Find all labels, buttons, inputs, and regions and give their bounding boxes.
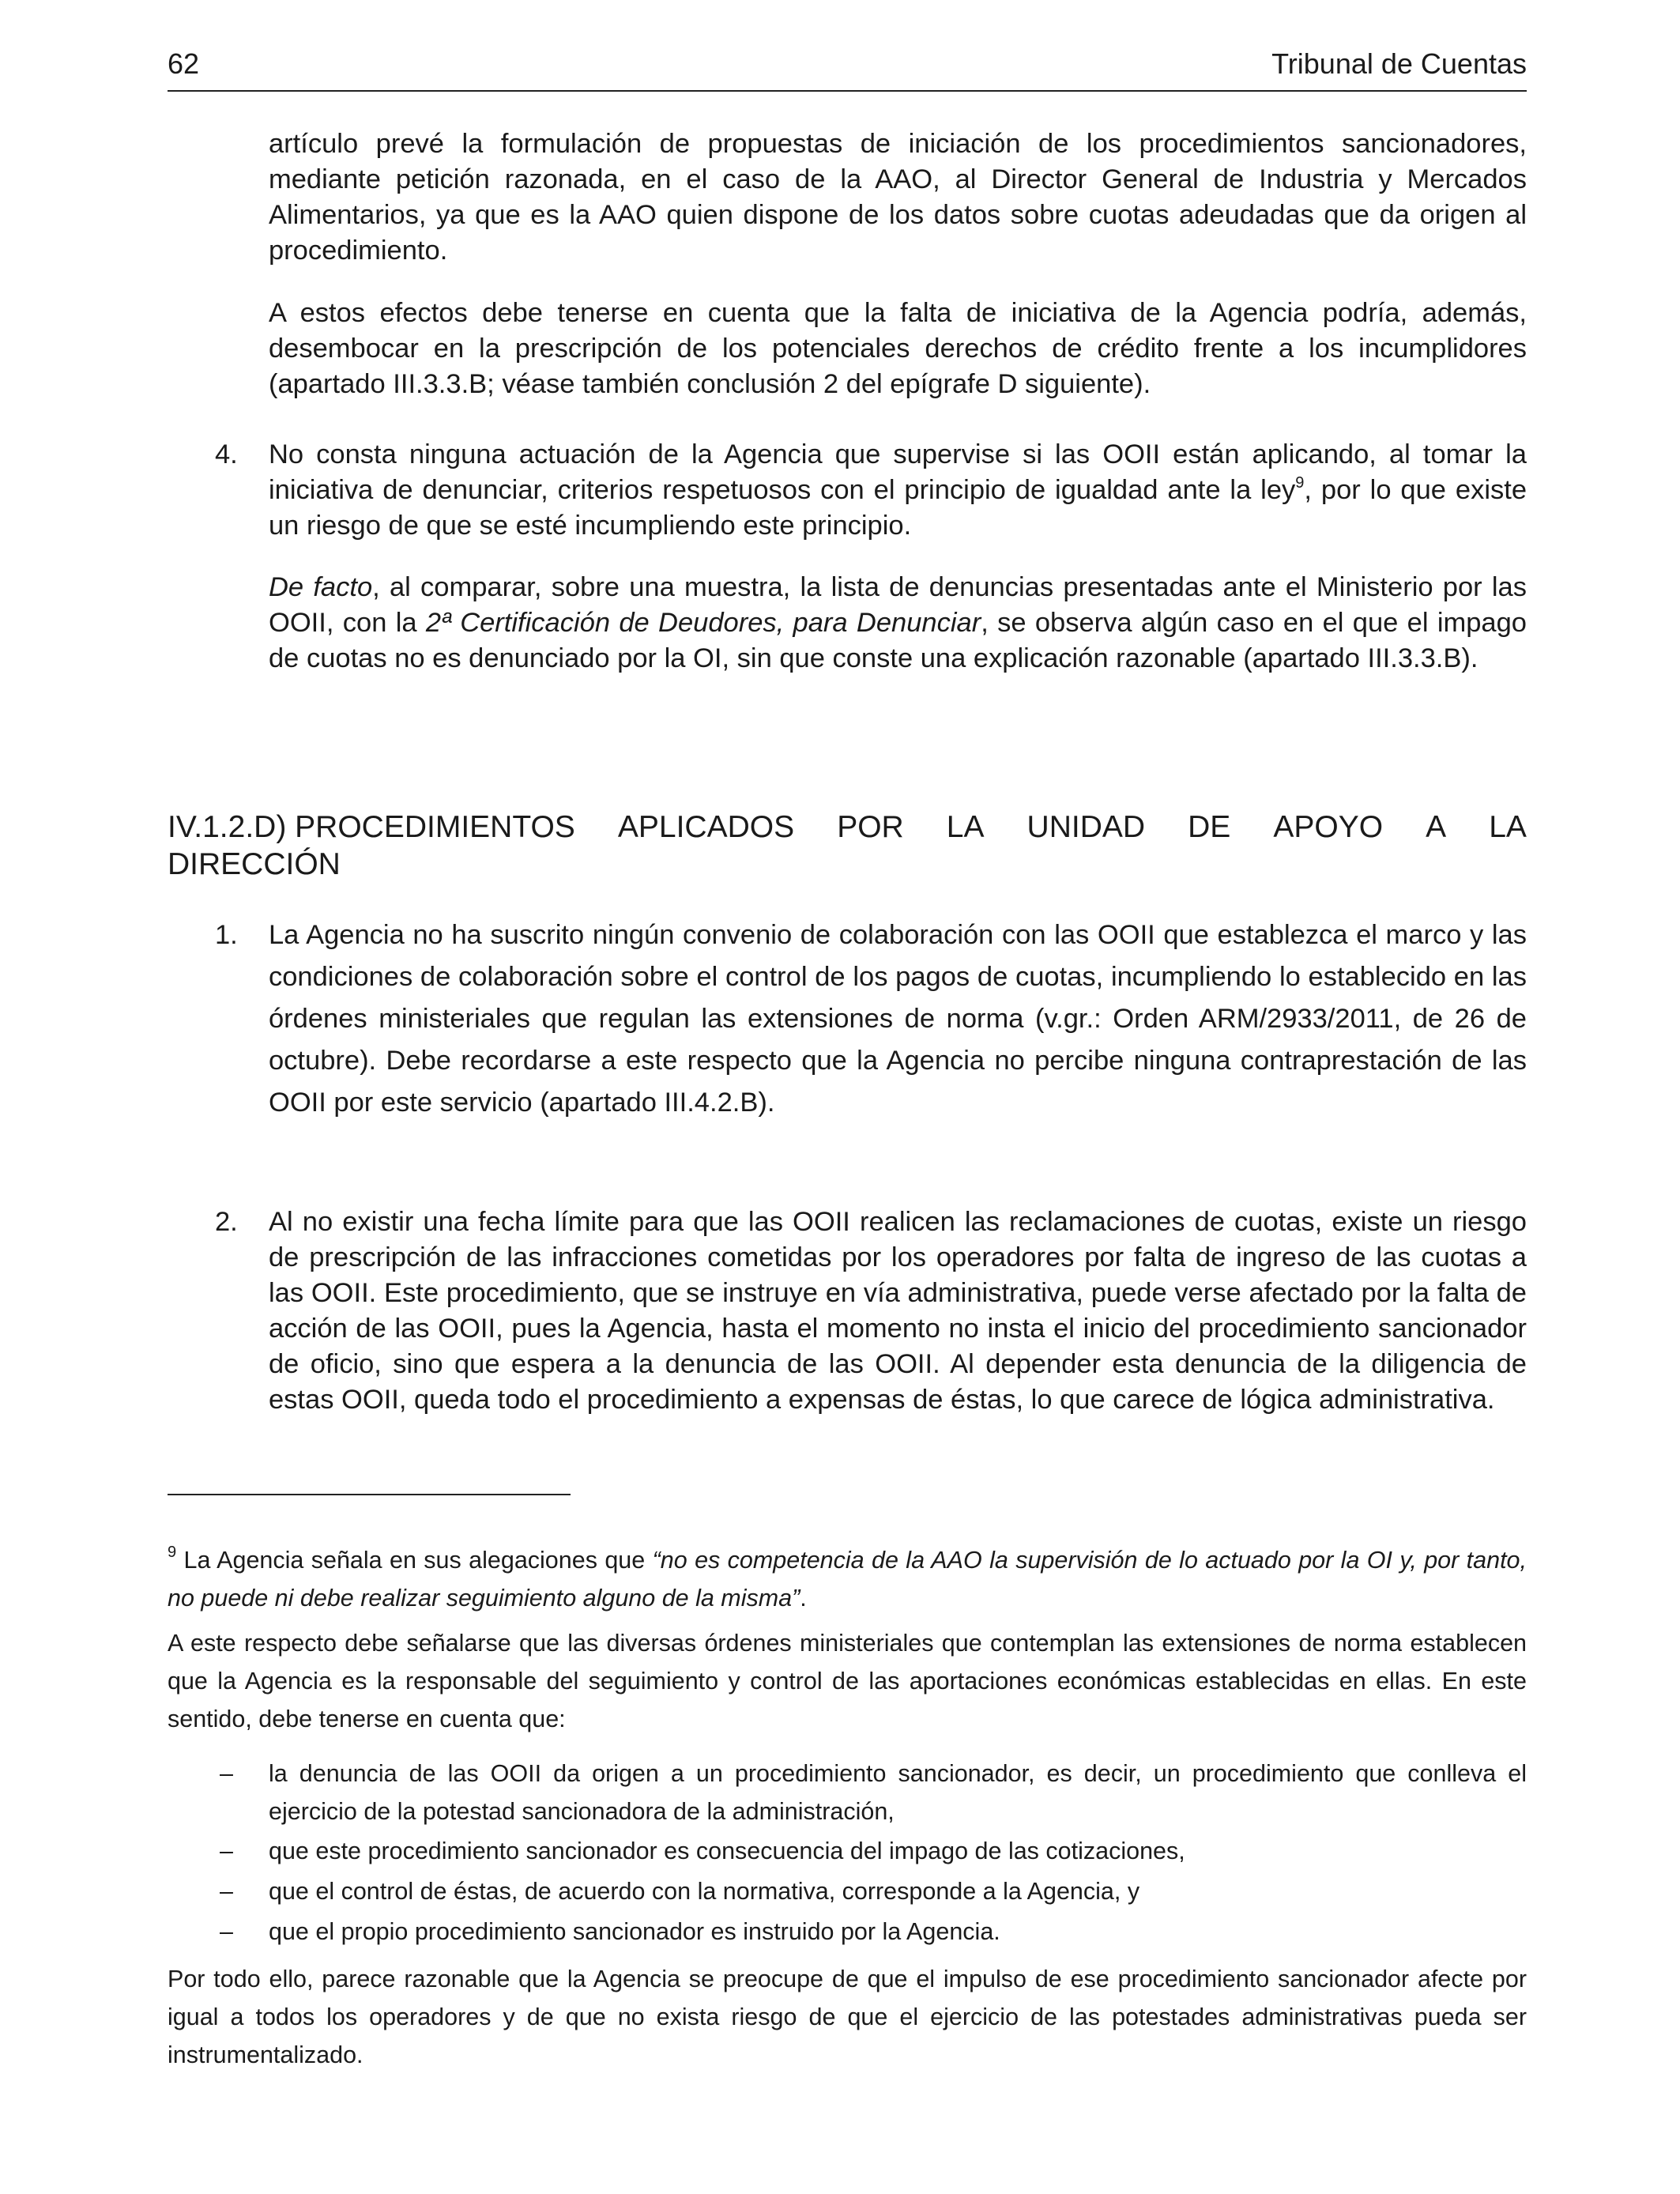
footnote-bullet: la denuncia de las OOII da origen a un procedimiento sancionador, es decir, un procedimiento que conlleva el ejercicio de la potestad sancionadora de la administración,: [269, 1760, 1527, 1825]
footnote-text: .: [800, 1585, 807, 1612]
footnote-bullet: que el propio procedimiento sancionador es instruido por la Agencia.: [269, 1918, 1000, 1945]
body-paragraph: A estos efectos debe tenerse en cuenta que la falta de iniciativa de la Agencia podría, además, desembocar en la prescripción de los potenciales derechos de crédito frente a los incumplidores (apartado III.3.3.B; véase también conclusión 2 del epígrafe D siguiente).: [269, 298, 1527, 399]
running-title: Tribunal de Cuentas: [1271, 47, 1527, 80]
heading-word: A: [1426, 810, 1447, 844]
list-number: 4.: [215, 439, 238, 469]
bullet-dash: –: [220, 1760, 233, 1787]
body-paragraph: [269, 570, 1527, 677]
heading-word: POR: [837, 810, 904, 844]
list-item-text: Al no existir una fecha límite para que las OOII realicen las reclamaciones de cuotas, existe un riesgo de prescripción de las infracciones cometidas por los operadores por falta de ingreso de las cuotas a las OOII. Este procedimiento, que se instruye en vía administrativa, puede verse afectado por la falta de acción de las OOII, pues la Agencia, hasta el momento no insta el inicio del procedimiento sancionador de oficio, sino que espera a la denuncia de las OOII. Al depender esta denuncia de la diligencia de estas OOII, queda todo el procedimiento a expensas de éstas, lo que carece de lógica administrativa.: [269, 1207, 1527, 1415]
list-item-text: [269, 437, 1527, 544]
heading-word: UNIDAD: [1026, 810, 1146, 844]
body-paragraph: artículo prevé la formulación de propuestas de iniciación de los procedimientos sancionadores, mediante petición razonada, en el caso de la AAO, al Director General de Industria y Mercados Alimentarios, ya que es la AAO quien dispone de los datos sobre cuotas adeudadas que da origen al procedimiento.: [269, 129, 1527, 266]
paragraph-text: , al comparar, sobre una muestra, la lista de denuncias presentadas ante el Ministerio por las OOII, con la: [269, 572, 1527, 638]
list-number: 2.: [215, 1207, 238, 1237]
heading-word: IV.1.2.D) PROCEDIMIENTOS: [168, 810, 575, 844]
footnote-paragraph: Por todo ello, parece razonable que la Agencia se preocupe de que el impulso de ese procedimiento sancionador afecte por igual a todos los operadores y de que no exista riesgo de que el ejercicio de las potestades administrativas pueda ser instrumentalizado.: [168, 1966, 1527, 2068]
footnote-text: La Agencia señala en sus alegaciones que: [176, 1547, 653, 1574]
footnote-reference[interactable]: 9: [1295, 474, 1305, 492]
list-item-text-part: , por lo que existe un riesgo de que se esté incumpliendo este principio.: [269, 475, 1527, 541]
footnote-separator: [168, 1494, 571, 1495]
footnote-bullet: que este procedimiento sancionador es consecuencia del impago de las cotizaciones,: [269, 1838, 1185, 1864]
page-number: 62: [168, 47, 200, 80]
footnote-bullet: que el control de éstas, de acuerdo con la normativa, corresponde a la Agencia, y: [269, 1878, 1140, 1905]
italic-title: 2ª Certificación de Deudores, para Denunciar: [425, 608, 981, 638]
heading-word: DE: [1188, 810, 1231, 844]
footnote: [168, 1541, 1527, 1617]
paragraph-text: , se observa algún caso en el que el impago de cuotas no es denunciado por la OI, sin que conste una explicación razonable (apartado III.3.3.B).: [269, 608, 1527, 673]
footnote-paragraph: A este respecto debe señalarse que las diversas órdenes ministeriales que contemplan las extensiones de norma establecen que la Agencia es la responsable del seguimiento y control de las aportaciones económicas establecidas en ellas. En este sentido, debe tenerse en cuenta que:: [168, 1630, 1527, 1732]
bullet-dash: –: [220, 1838, 233, 1864]
heading-word: LA: [1489, 810, 1527, 844]
list-item-text-part: No consta ninguna actuación de la Agencia que supervise si las OOII están aplicando, al tomar la iniciativa de denunciar, criterios respetuosos con el principio de igualdad ante la ley: [269, 439, 1527, 505]
footnote-quote: “no es competencia de la AAO la supervisión de lo actuado por la OI y, por tanto, no puede ni debe realizar seguimiento alguno de la misma”: [168, 1547, 1527, 1612]
list-item-text: La Agencia no ha suscrito ningún convenio de colaboración con las OOII que establezca el marco y las condiciones de colaboración sobre el control de los pagos de cuotas, incumpliendo lo establecido en las órdenes ministeriales que regulan las extensiones de norma (v.gr.: Orden ARM/2933/2011, de 26 de octubre). Debe recordarse a este respecto que la Agencia no percibe ninguna contraprestación de las OOII por este servicio (apartado III.4.2.B).: [269, 920, 1527, 1118]
bullet-dash: –: [220, 1918, 233, 1945]
section-heading-line: [168, 809, 1527, 846]
heading-word: APOYO: [1273, 810, 1384, 844]
footnote-marker: 9: [168, 1544, 177, 1561]
heading-word: LA: [946, 810, 985, 844]
section-heading-line: DIRECCIÓN: [168, 847, 341, 881]
bullet-dash: –: [220, 1878, 233, 1905]
list-number: 1.: [215, 920, 238, 950]
page-header: [168, 46, 1527, 92]
italic-text: De facto: [269, 572, 373, 602]
section-heading: [168, 809, 1527, 883]
heading-word: APLICADOS: [617, 810, 795, 844]
